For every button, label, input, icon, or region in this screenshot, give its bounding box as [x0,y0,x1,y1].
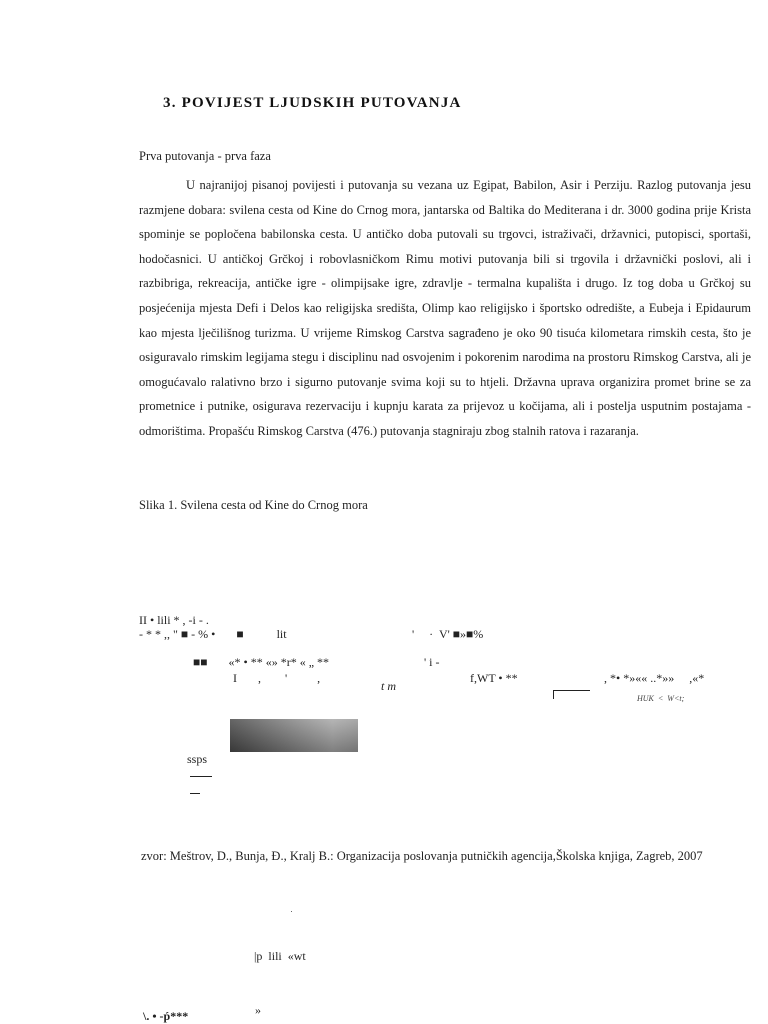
figure-ocr-line-4b: t m [381,679,396,693]
figure-ocr-line-6: ssps [187,752,208,766]
figure-caption: Slika 1. Svilena cesta od Kine do Crnog mora [139,498,368,512]
body-paragraph [139,173,751,444]
figure-rule-tick [553,691,554,699]
speck [291,911,292,912]
figure-rule-mid [190,776,212,777]
figure-ocr-line-2: - * * ,, " ■ - % • ■ lit [139,627,287,641]
figure-ocr-line-4d: , *• *»«« ..*»» ,«* [604,671,705,685]
figure-ocr-line-2b: ' · V' ■»■% [412,627,484,641]
figure-ocr-line-8: » [255,1003,261,1017]
paragraph-text: U najranijoj pisanoj povijesti i putovanja su vezana uz Egipat, Babilon, Asir i Perziju. Razlog putovanja jesu razmjene dobara: svilena cesta od Kine do Crnog mora, jantarska od Baltika do Mediterana i dr. 3000 godina prije Krista spominje se popločena babilonska cesta. U antičko doba putovali su trgovci, istraživači, državnici, putopisci, sportaši, hodočasnici. U antičkoj Grčkoj i robovlasničkom Rimu motivi putovanja bili si trgovila i državnički poslovi, ali i razbibriga, rekreacija, antičke igre - olimpijsake igre, zdravlje - termalna kupališta i drugo. Iz tog doba u Grčkoj su posjećenija mjesta Defi i Delos kao religijska središta, Olimp kao religijsko i športsko odredište, a Eubeja i Epidaurum kao mjesta lječilišnog turizma. U vrijeme Rimskog Carstva sagrađeno je oko 90 tisuća kilometara rimskih cesta, što je osiguravalo rimskim legijama stegu i disciplinu nad osvojenim i pokorenim narodima na prostoru Rimskog Carstva, ali je omogućavalo ralativno brzo i sigurno putovanje svima koji su to htjeli. Državna uprava organizira promet brine se za prometnice i putnike, osigurava rezervaciju i kupnju karata za prijevoz u kočijama, ali i postelja usputnim postajama - odmorištima. Propašću Rimskog Carstva (476.) putovanja stagniraju zbog stalnih ratova i razaranja. [139,178,751,438]
subsection-title: Prva putovanja - prva faza [139,149,271,163]
figure-ocr-line-3b: ' i - [424,655,440,669]
figure-rule-short [190,793,200,794]
figure-rule-top [553,690,590,691]
figure-ocr-line-3: ■■ «* • ** «» *r* « „ ** [193,655,330,669]
figure-ocr-line-5: HUK < W<t; [637,694,685,703]
figure-photo-fragment [230,719,358,752]
section-heading: 3. POVIJEST LJUDSKIH PUTOVANJA [163,95,462,111]
figure-source: zvor: Meštrov, D., Bunja, Đ., Kralj B.: Organizacija poslovanja putničkih agencija,Školska knjiga, Zagreb, 2007 [141,849,703,863]
figure-ocr-line-7: |p lili «wt [254,949,306,963]
figure-ocr-line-9: \. • -ṕ*** [143,1009,189,1023]
figure-ocr-line-4c: f,WT • ** [470,671,518,685]
figure-ocr-line-1: II • lili * , -i - . [139,613,209,627]
figure-ocr-line-4: I , ' , [233,671,321,685]
